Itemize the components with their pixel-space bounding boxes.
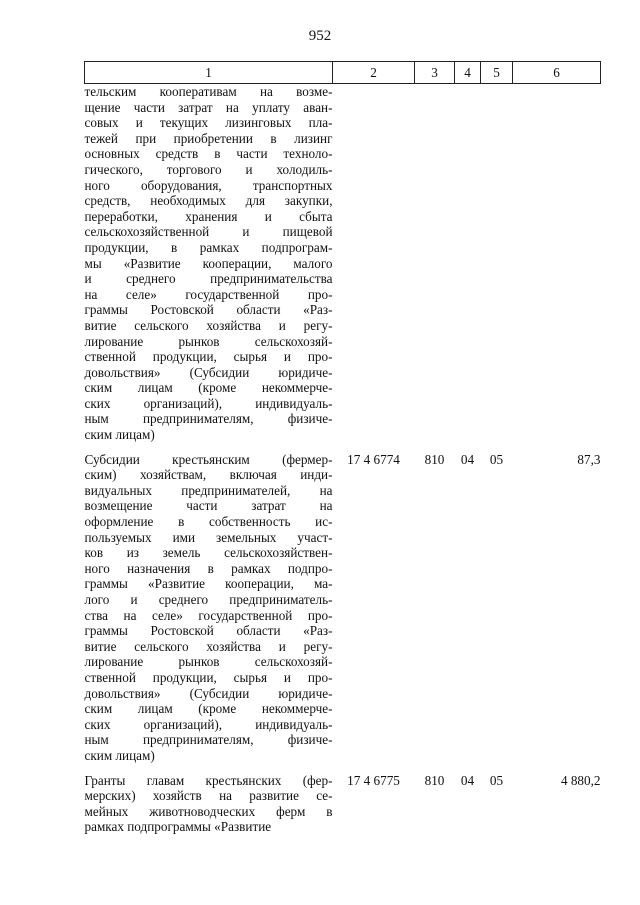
description-line: граммы «Развитие кооперации, ма- bbox=[84, 576, 333, 592]
expense-type-code bbox=[415, 84, 455, 443]
target-article-code: 17 4 6774 bbox=[347, 451, 400, 467]
description-line: ским лицам) bbox=[84, 747, 155, 763]
description-line: ственной продукции, сырья и про- bbox=[84, 669, 333, 685]
description-line: рамках подпрограммы «Развитие bbox=[84, 819, 272, 835]
description-line: ного назначения в рамках подпро- bbox=[84, 560, 333, 576]
section-code bbox=[455, 84, 481, 443]
description-line: ным предпринимателям, физиче- bbox=[84, 411, 333, 427]
description-line: оформление в собственность ис- bbox=[84, 514, 333, 530]
target-article-code: 17 4 6775 bbox=[347, 772, 400, 788]
row-spacer bbox=[85, 764, 601, 773]
description-line: видуальных предпринимателей, на bbox=[84, 482, 333, 498]
description-line: Гранты главам крестьянских (фер- bbox=[84, 772, 333, 788]
header-col-3: 3 bbox=[415, 62, 455, 84]
header-col-2: 2 bbox=[333, 62, 415, 84]
description-line: переработки, хранения и сбыта bbox=[84, 208, 333, 224]
amount-value: 87,3 bbox=[577, 451, 601, 467]
header-col-5: 5 bbox=[481, 62, 513, 84]
description-line: ских организаций), индивидуаль- bbox=[84, 395, 333, 411]
table-body bbox=[85, 84, 601, 835]
description-line: витие сельского хозяйства и регу- bbox=[84, 317, 333, 333]
description-line: возмещение части затрат на bbox=[84, 498, 333, 514]
description-line: довольствия» (Субсидии юридиче- bbox=[84, 364, 333, 380]
description-line: тельским кооперативам на возме- bbox=[84, 84, 333, 99]
description-line: продукции, в рамках подпрограм- bbox=[84, 239, 333, 255]
description-line: довольствия» (Субсидии юридиче- bbox=[84, 685, 333, 701]
description-line: ного оборудования, транспортных bbox=[84, 177, 333, 193]
description-line: ским лицам (кроме некоммерче- bbox=[84, 380, 333, 396]
description-line: и среднего предпринимательства bbox=[84, 271, 333, 287]
expense-type-code: 810 bbox=[424, 451, 445, 467]
description-line: граммы Ростовской области «Раз- bbox=[84, 623, 333, 639]
row-description bbox=[85, 84, 333, 443]
header-col-4: 4 bbox=[455, 62, 481, 84]
description-line: ским) хозяйствам, включая инди- bbox=[84, 467, 333, 483]
header-col-1: 1 bbox=[85, 62, 333, 84]
description-line: совых и текущих лизинговых пла- bbox=[84, 115, 333, 131]
table-row bbox=[85, 452, 601, 764]
description-line: ства на селе» государственной про- bbox=[84, 607, 333, 623]
description-line: ским лицам (кроме некоммерче- bbox=[84, 701, 333, 717]
description-line: граммы Ростовской области «Раз- bbox=[84, 302, 333, 318]
description-line: гического, торгового и холодиль- bbox=[84, 161, 333, 177]
description-line: лирование рынков сельскохозяй- bbox=[84, 654, 333, 670]
description-line: ским лицам) bbox=[84, 427, 155, 443]
row-description bbox=[85, 452, 333, 764]
description-line: Субсидии крестьянским (фермер- bbox=[84, 451, 333, 467]
description-line: основных средств в части техноло- bbox=[84, 146, 333, 162]
description-line: лого и среднего предприниматель- bbox=[84, 592, 333, 607]
description-line: щение части затрат на уплату аван- bbox=[84, 99, 333, 115]
description-line: на селе» государственной про- bbox=[84, 286, 333, 302]
description-line: витие сельского хозяйства и регу- bbox=[84, 638, 333, 654]
amount-value bbox=[513, 84, 601, 443]
description-line: мейных животноводческих ферм в bbox=[84, 803, 333, 819]
header-col-6: 6 bbox=[513, 62, 601, 84]
row-description bbox=[85, 773, 333, 835]
target-article-code bbox=[333, 84, 415, 443]
subsection-code bbox=[481, 84, 513, 443]
header-row bbox=[85, 62, 601, 84]
description-line: мерских) хозяйств на развитие се- bbox=[84, 788, 333, 804]
page-number: 952 bbox=[308, 28, 332, 44]
description-line: лирование рынков сельскохозяй- bbox=[84, 333, 333, 349]
table-row bbox=[85, 773, 601, 835]
subsection-code: 05 bbox=[489, 451, 504, 467]
description-line: ских организаций), индивидуаль- bbox=[84, 716, 333, 732]
amount-value: 4 880,2 bbox=[560, 772, 601, 788]
section-code: 04 bbox=[460, 451, 475, 467]
description-line: тежей при приобретении в лизинг bbox=[84, 130, 333, 146]
description-line: пользуемых ими земельных участ- bbox=[84, 529, 333, 545]
expense-type-code: 810 bbox=[424, 772, 445, 788]
description-line: ков из земель сельскохозяйствен- bbox=[84, 545, 333, 561]
row-spacer bbox=[85, 443, 601, 452]
table-row bbox=[85, 84, 601, 443]
budget-table bbox=[84, 61, 601, 835]
description-line: ным предпринимателям, физиче- bbox=[84, 732, 333, 748]
description-line: ственной продукции, сырья и про- bbox=[84, 349, 333, 365]
subsection-code: 05 bbox=[489, 772, 504, 788]
description-line: мы «Развитие кооперации, малого bbox=[84, 255, 333, 271]
description-line: средств, необходимых для закупки, bbox=[84, 193, 333, 209]
description-line: сельскохозяйственной и пищевой bbox=[84, 224, 333, 240]
section-code: 04 bbox=[460, 772, 475, 788]
